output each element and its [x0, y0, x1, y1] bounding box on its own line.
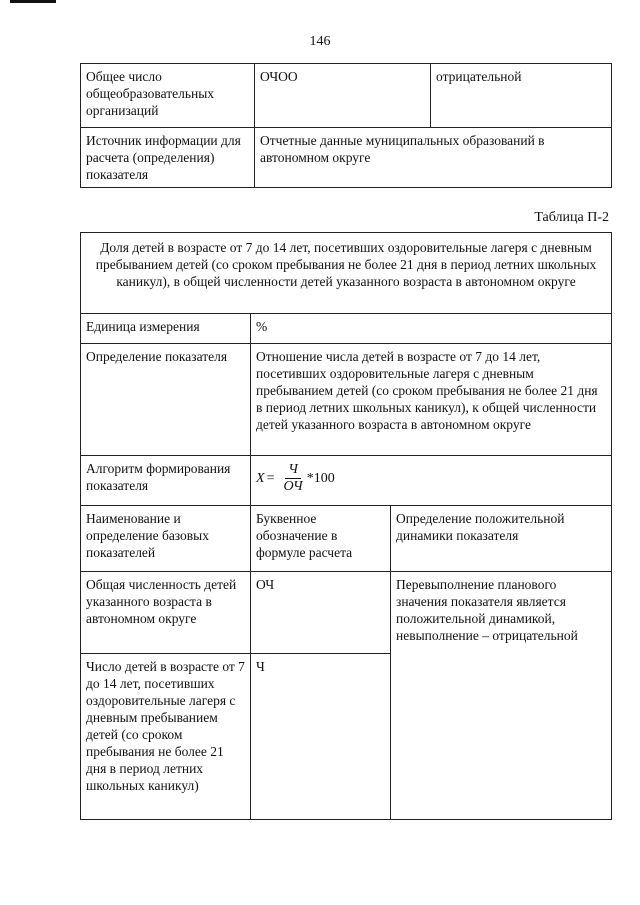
- page-number: 146: [309, 34, 331, 49]
- base-indicator-symbol: Ч: [251, 654, 391, 820]
- table-row: [81, 344, 612, 456]
- formula-multiplier: *100: [306, 471, 335, 486]
- table-cell: ОЧОО: [255, 64, 431, 128]
- definition-value: Отношение числа детей в возрасте от 7 до 14 лет, посетивших оздоровительные лагеря с дневным пребыванием детей (со сроком пребывания не более 21 дня в период летних школьных каникул), к общей численности детей указанного возраста в автономном округе: [251, 344, 612, 456]
- table-cell: Отчетные данные муниципальных образований в автономном округе: [255, 128, 612, 188]
- indicator-table-top: [80, 63, 612, 188]
- table-row: [81, 572, 612, 654]
- formula-cell: [251, 456, 612, 506]
- table-row: [81, 456, 612, 506]
- table-row: [81, 128, 612, 188]
- column-header: Определение положительной динамики показателя: [391, 506, 612, 572]
- base-indicator-name: Общая численность детей указанного возраста в автономном округе: [81, 572, 251, 654]
- formula-numerator: Ч: [285, 462, 301, 479]
- definition-label: Определение показателя: [81, 344, 251, 456]
- table-cell: Источник информации для расчета (определения) показателя: [81, 128, 255, 188]
- indicator-title: Доля детей в возрасте от 7 до 14 лет, посетивших оздоровительные лагеря с дневным пребыванием детей (со сроком пребывания не более 21 дня в период летних школьных каникул), в общей численности детей указанного возраста в автономном округе: [81, 233, 612, 314]
- corner-mark: [10, 0, 56, 3]
- table-cell: Общее число общеобразовательных организаций: [81, 64, 255, 128]
- table-row: [81, 506, 612, 572]
- formula-denominator: ОЧ: [283, 479, 303, 494]
- formula-lhs: X: [256, 471, 265, 486]
- table-row: [81, 233, 612, 314]
- dynamics-definition: Перевыполнение планового значения показателя является положительной динамикой, невыполнение – отрицательной: [391, 572, 612, 820]
- formula-fraction: [280, 462, 305, 495]
- indicator-table: [80, 232, 612, 820]
- column-header: Наименование и определение базовых показателей: [81, 506, 251, 572]
- table-row: [81, 314, 612, 344]
- table-row: [81, 64, 612, 128]
- formula: [256, 462, 335, 495]
- unit-label: Единица измерения: [81, 314, 251, 344]
- formula-equals: =: [266, 471, 275, 486]
- algorithm-label: Алгоритм формирования показателя: [81, 456, 251, 506]
- base-indicator-symbol: ОЧ: [251, 572, 391, 654]
- base-indicator-name: Число детей в возрасте от 7 до 14 лет, посетивших оздоровительные лагеря с дневным пребыванием детей (со сроком пребывания не более 21 дня в период летних школьных каникул): [81, 654, 251, 820]
- table-cell: отрицательной: [431, 64, 612, 128]
- column-header: Буквенное обозначение в формуле расчета: [251, 506, 391, 572]
- unit-value: %: [251, 314, 612, 344]
- table-caption: Таблица П-2: [534, 210, 609, 225]
